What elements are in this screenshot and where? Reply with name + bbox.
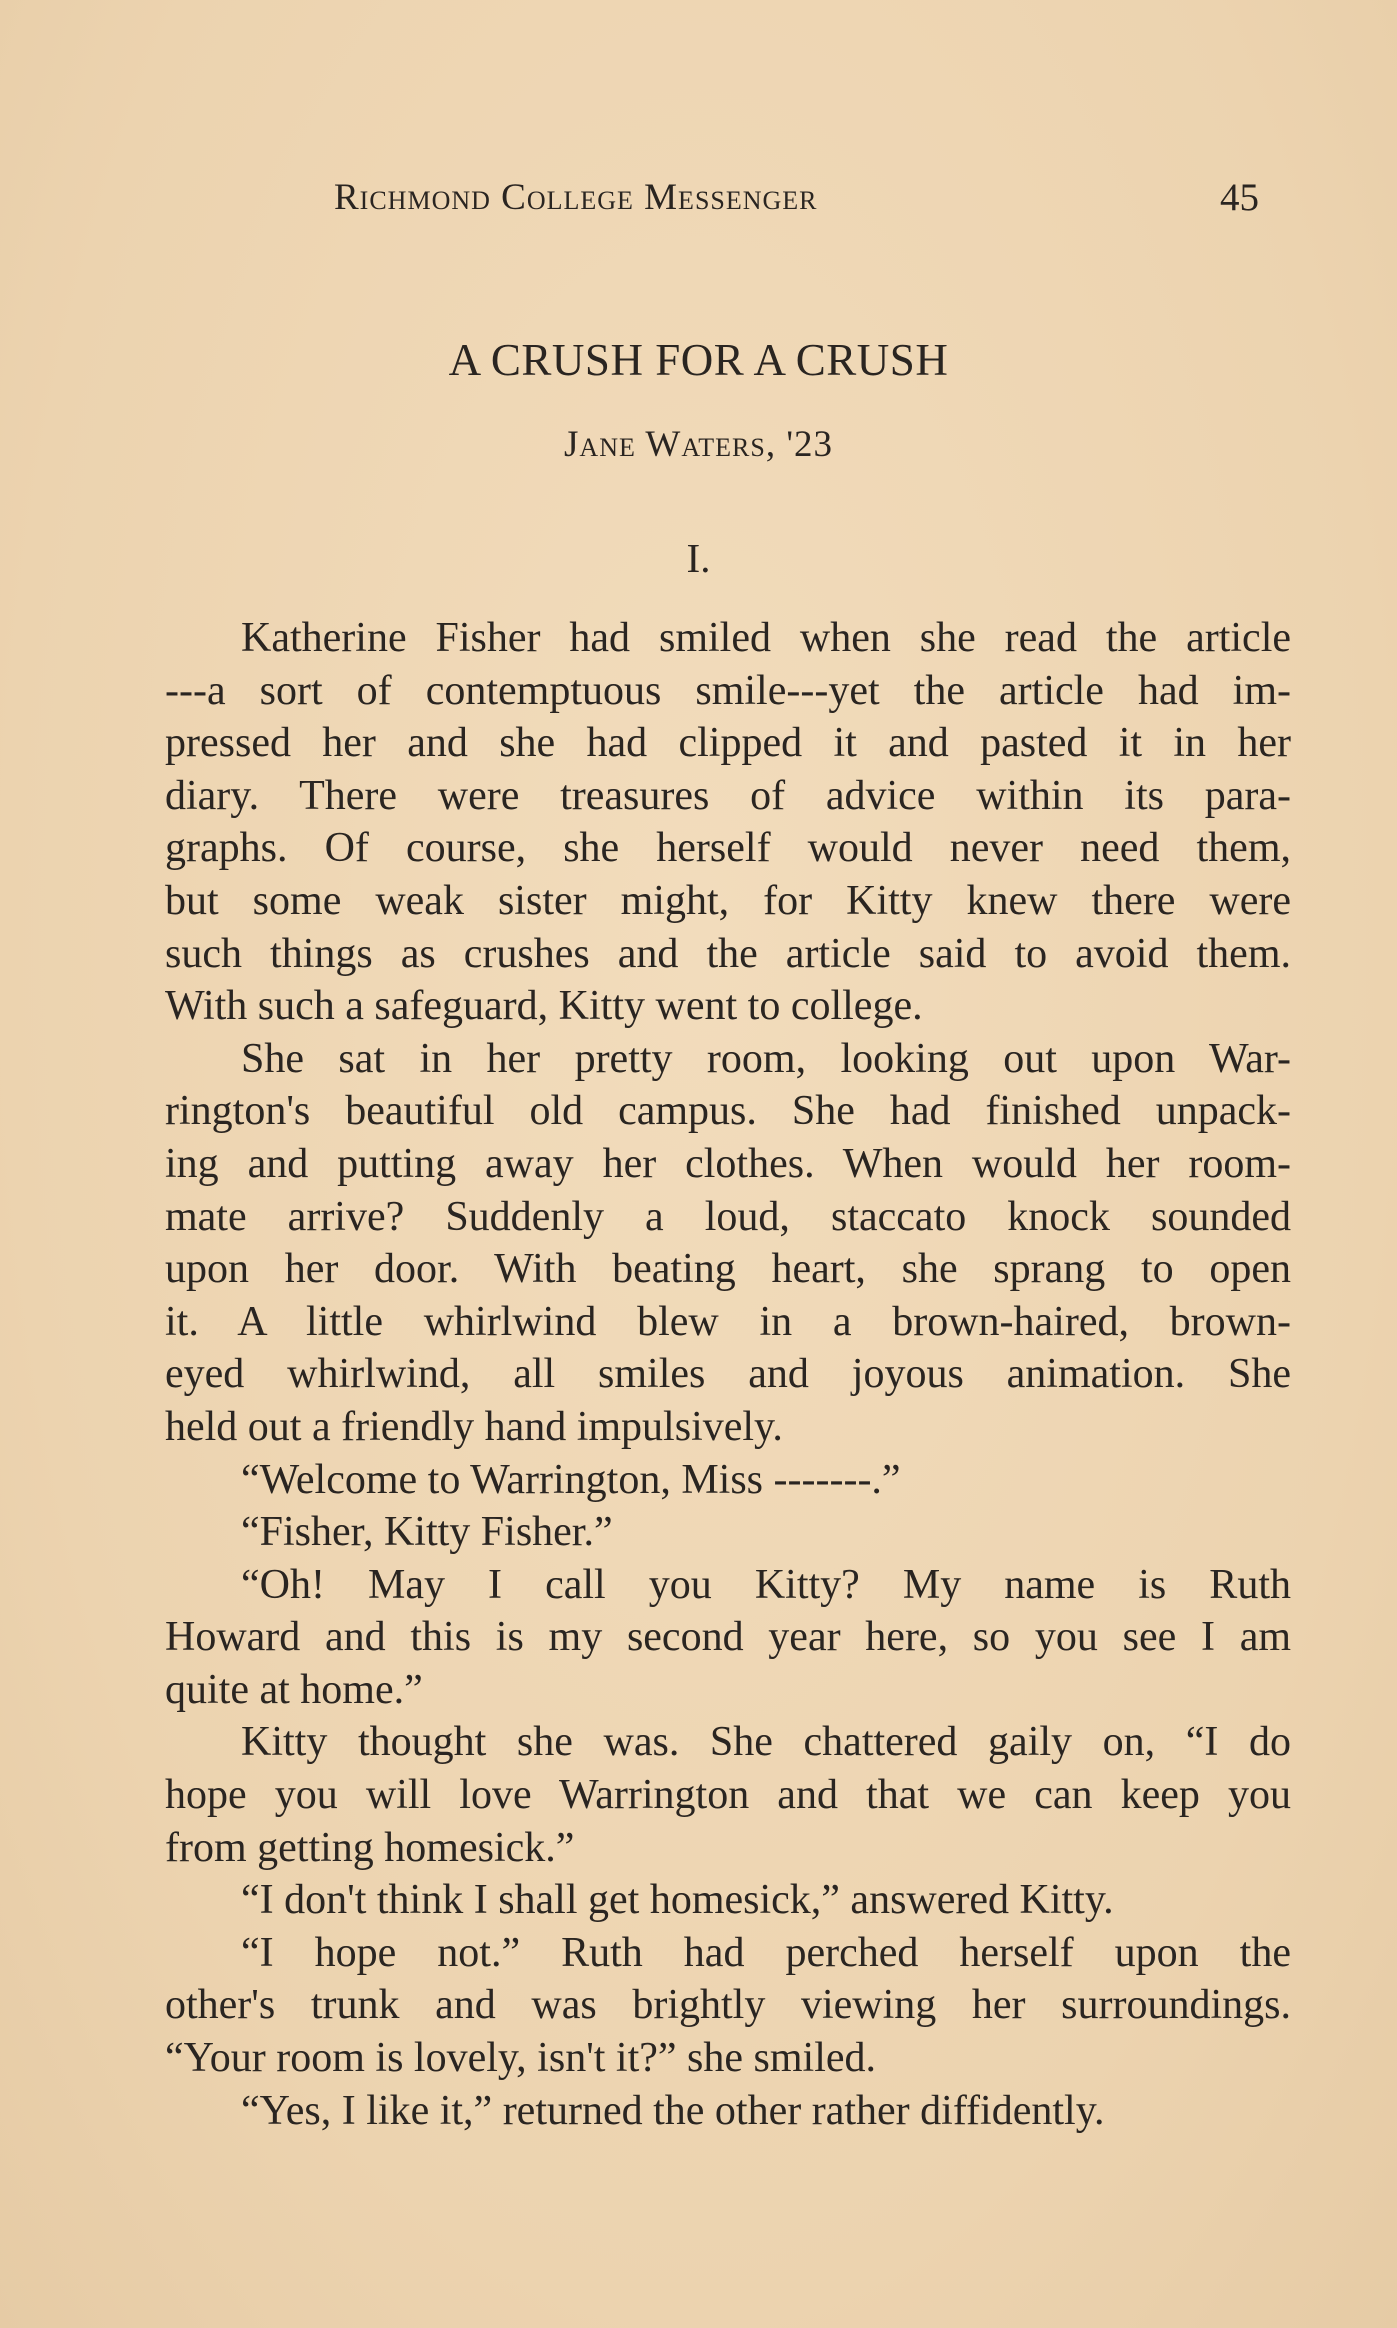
- section-number: I.: [686, 535, 711, 581]
- text-line: rington's beautiful old campus. She had finished unpack-: [165, 1088, 1291, 1135]
- text-line: ---a sort of contemptuous smile---yet the article had im-: [165, 667, 1291, 714]
- text-line: “I don't think I shall get homesick,” answered Kitty.: [241, 1877, 1114, 1924]
- byline: Jane Waters, '23: [564, 424, 833, 465]
- paragraph: [165, 1559, 1291, 1717]
- paragraph: [165, 1033, 1291, 1454]
- paragraph: [165, 2085, 1291, 2138]
- text-line: Katherine Fisher had smiled when she read the article: [241, 615, 1291, 661]
- text-line: “Fisher, Kitty Fisher.”: [241, 1509, 613, 1556]
- paragraph: [165, 612, 1291, 1033]
- text-line: Howard and this is my second year here, so you see I am: [165, 1614, 1291, 1661]
- text-line: from getting homesick.”: [165, 1824, 575, 1871]
- text-line: such things as crushes and the article said to avoid them.: [165, 930, 1291, 977]
- article-body: [165, 612, 1291, 2137]
- text-line: eyed whirlwind, all smiles and joyous animation. She: [165, 1351, 1291, 1398]
- paragraph: [165, 1716, 1291, 1874]
- text-line: it. A little whirlwind blew in a brown-haired, brown-: [165, 1298, 1291, 1345]
- text-line: quite at home.”: [165, 1666, 423, 1713]
- paragraph: [165, 1506, 1291, 1559]
- text-line: With such a safeguard, Kitty went to college.: [165, 983, 923, 1030]
- text-line: She sat in her pretty room, looking out upon War-: [241, 1035, 1291, 1082]
- text-line: hope you will love Warrington and that we can keep you: [165, 1772, 1291, 1819]
- text-line: “Welcome to Warrington, Miss -------.”: [241, 1456, 901, 1503]
- text-line: held out a friendly hand impulsively.: [165, 1403, 783, 1450]
- article-title: A CRUSH FOR A CRUSH: [448, 335, 949, 385]
- text-line: “Oh! May I call you Kitty? My name is Ruth: [241, 1561, 1291, 1608]
- text-line: pressed her and she had clipped it and pasted it in her: [165, 720, 1291, 767]
- paragraph: [165, 1927, 1291, 2085]
- paragraph: [165, 1874, 1291, 1927]
- paragraph: [165, 1454, 1291, 1507]
- text-line: “I hope not.” Ruth had perched herself upon the: [241, 1929, 1291, 1976]
- text-line: ing and putting away her clothes. When would her room-: [165, 1140, 1291, 1187]
- running-title: Richmond College Messenger: [334, 177, 818, 218]
- text-line: “Your room is lovely, isn't it?” she smiled.: [165, 2035, 877, 2082]
- text-line: diary. There were treasures of advice within its para-: [165, 772, 1291, 819]
- page-number: 45: [1220, 176, 1259, 219]
- text-line: “Yes, I like it,” returned the other rather diffidently.: [241, 2087, 1105, 2134]
- text-line: graphs. Of course, she herself would never need them,: [165, 825, 1291, 872]
- text-line: other's trunk and was brightly viewing her surroundings.: [165, 1982, 1291, 2029]
- text-line: upon her door. With beating heart, she sprang to open: [165, 1246, 1291, 1293]
- text-line: but some weak sister might, for Kitty knew there were: [165, 877, 1291, 924]
- text-line: mate arrive? Suddenly a loud, staccato knock sounded: [165, 1193, 1291, 1240]
- text-line: Kitty thought she was. She chattered gaily on, “I do: [241, 1719, 1291, 1766]
